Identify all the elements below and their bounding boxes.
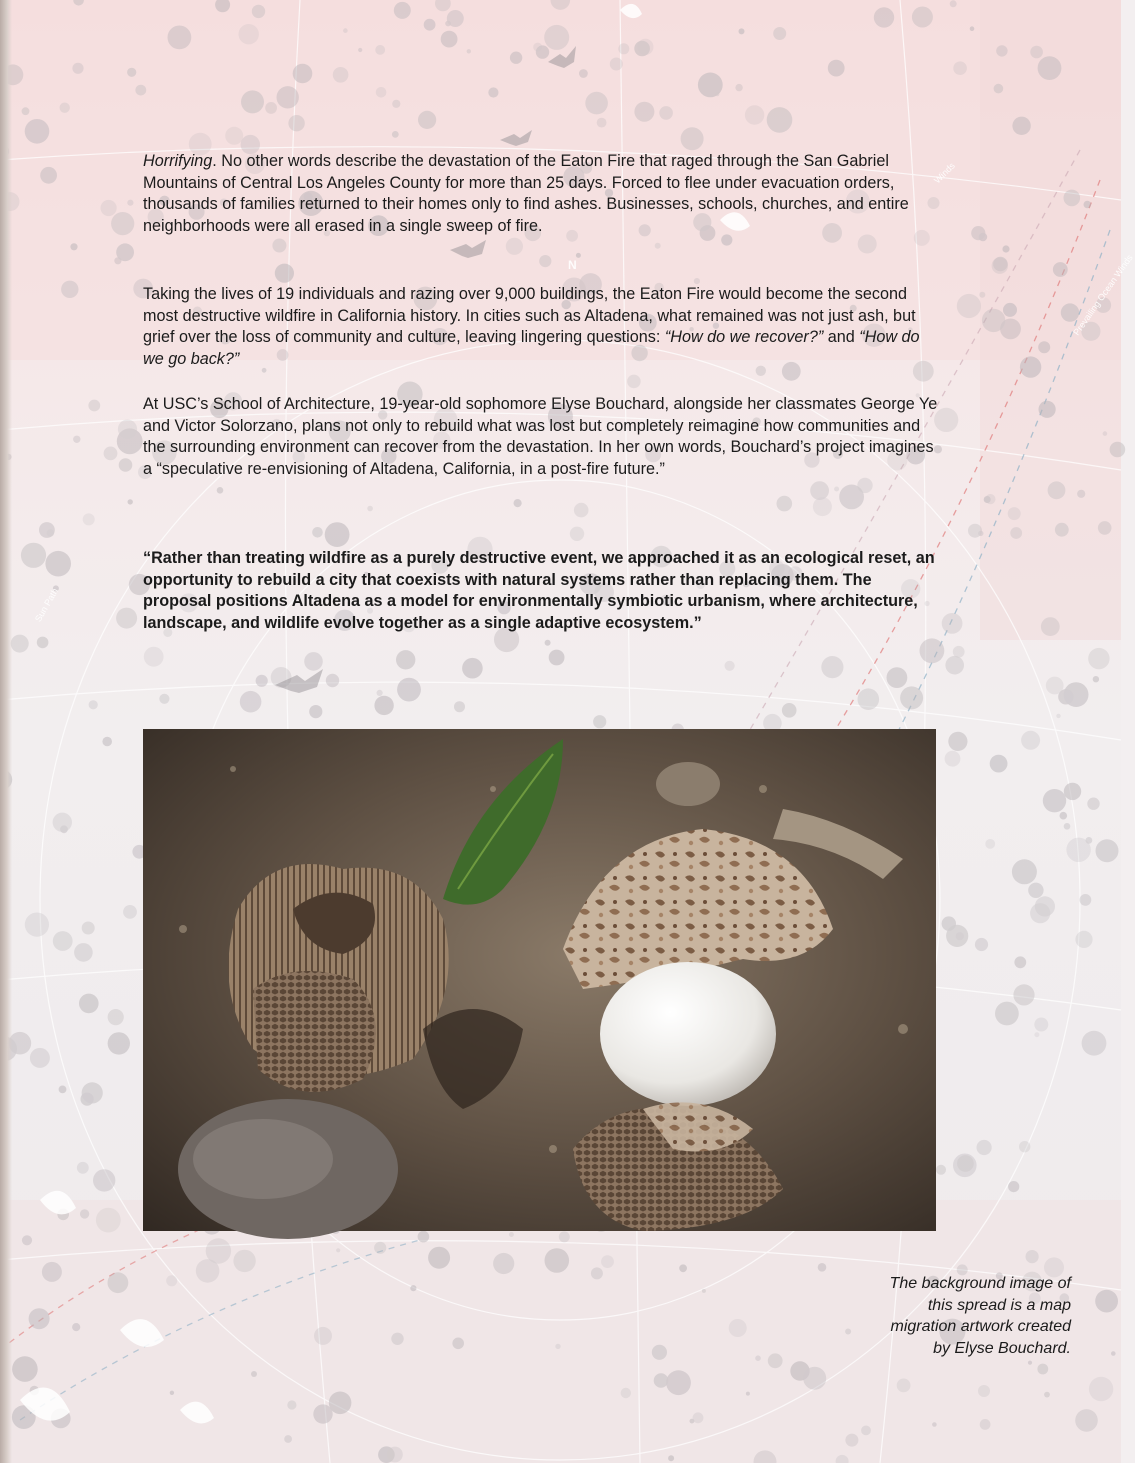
background-dot: [654, 1373, 669, 1388]
lead-word: Horrifying: [143, 152, 213, 170]
background-dot: [376, 87, 387, 98]
background-dot: [1048, 481, 1066, 499]
background-dot: [1064, 823, 1071, 830]
background-dot: [377, 690, 383, 696]
background-dot: [957, 1155, 974, 1172]
background-dot: [1035, 896, 1055, 916]
background-dot: [410, 1285, 416, 1291]
background-dot: [887, 667, 908, 688]
background-dot: [1075, 931, 1092, 948]
background-caption: The background image of this spread is a map migration artwork created by Elyse Bouchard.: [889, 1275, 1071, 1357]
background-dot: [22, 1235, 32, 1245]
map-label-north: N: [568, 258, 577, 272]
background-dot: [53, 931, 73, 951]
background-dot: [1080, 894, 1092, 906]
background-dot: [514, 499, 522, 507]
background-dot: [948, 732, 967, 751]
background-dot: [1021, 731, 1040, 750]
background-dot: [1041, 617, 1060, 636]
background-dot: [397, 678, 421, 702]
background-dot: [159, 694, 169, 704]
background-dot: [1038, 56, 1062, 80]
background-dot: [81, 1093, 94, 1106]
background-dot: [777, 496, 793, 512]
background-dot: [634, 41, 650, 57]
background-dot: [767, 107, 793, 133]
background-dot: [329, 1392, 352, 1415]
background-dot: [170, 1391, 174, 1395]
background-dot: [659, 106, 673, 120]
background-dot: [206, 1238, 231, 1263]
background-dot: [655, 243, 661, 249]
background-dot: [1008, 1181, 1019, 1192]
background-dot: [29, 1308, 50, 1329]
background-dot: [900, 686, 923, 709]
background-dot: [1003, 303, 1017, 317]
background-dot: [995, 1002, 1019, 1026]
background-dot: [1038, 341, 1050, 353]
background-dot: [1010, 527, 1022, 539]
background-dot: [313, 1404, 332, 1423]
background-dot: [1061, 303, 1079, 321]
background-dot: [945, 656, 964, 675]
background-dot: [821, 656, 843, 678]
background-dot: [493, 1253, 514, 1274]
background-dot: [1098, 521, 1112, 535]
background-dot: [1019, 1141, 1030, 1152]
paragraph-1-text: . No other words describe the devastation of the Eaton Fire that raged through the San Gabriel Mountains of Central Los Angeles County for more than 25 days. Forced to flee under evacuation orders, thousands of families returned to their homes only to find ashes. Businesses, schools, churches, and entire neighborhoods were all erased in a single sweep of fire.: [143, 152, 909, 235]
background-dot: [1034, 1032, 1039, 1037]
background-dot: [265, 102, 277, 114]
background-dot: [45, 551, 71, 577]
background-dot: [168, 26, 192, 50]
background-dot: [82, 922, 95, 935]
background-dot: [984, 496, 991, 503]
background-dot: [233, 1250, 255, 1272]
map-label-prevailing-winds: Prevailing Ocean Winds: [1071, 252, 1135, 338]
background-dot: [37, 637, 49, 649]
background-dot: [1026, 1250, 1039, 1263]
background-dot: [585, 92, 608, 115]
background-dot: [104, 447, 118, 461]
background-dot: [559, 1231, 570, 1242]
background-dot: [979, 292, 985, 298]
background-dot: [73, 436, 80, 443]
background-dot: [127, 200, 133, 206]
background-dot: [1028, 1361, 1032, 1365]
background-dot: [108, 1272, 129, 1293]
background-dot: [979, 233, 988, 242]
background-dot: [1084, 201, 1092, 209]
background-dot: [454, 701, 465, 712]
background-dot: [698, 73, 723, 98]
background-dot: [239, 24, 259, 44]
background-dot: [755, 1355, 761, 1361]
background-dot: [251, 1371, 257, 1377]
background-dot: [549, 650, 565, 666]
conjunction-and: and: [823, 328, 860, 346]
background-dot: [977, 1140, 992, 1155]
background-dot: [652, 1345, 667, 1360]
background-dot: [392, 100, 400, 108]
background-dot: [293, 64, 313, 84]
background-dot: [392, 131, 399, 138]
background-dot: [858, 235, 877, 254]
background-dot: [942, 916, 956, 930]
background-dot: [40, 167, 57, 184]
background-dot: [312, 527, 323, 538]
background-dot: [93, 1169, 115, 1191]
background-dot: [1028, 883, 1043, 898]
background-dot: [932, 1422, 937, 1427]
background-dot: [61, 281, 78, 298]
background-dot: [1082, 1031, 1107, 1056]
background-dot: [618, 43, 629, 54]
background-dot: [1103, 431, 1108, 436]
background-dot: [326, 674, 339, 687]
background-dot: [1093, 676, 1099, 682]
background-dot: [533, 43, 542, 52]
background-dot: [25, 119, 50, 144]
background-dot: [813, 497, 832, 516]
background-dot: [358, 48, 362, 52]
background-dot: [945, 751, 961, 767]
background-dot: [119, 458, 133, 472]
background-dot: [21, 543, 46, 568]
background-dot: [275, 264, 294, 283]
background-dot: [957, 294, 981, 318]
background-dot: [12, 1356, 38, 1382]
background-dot: [88, 400, 100, 412]
background-dot: [953, 61, 967, 75]
question-go-back: “How do we go back?”: [143, 328, 920, 368]
background-dot: [1013, 984, 1034, 1005]
background-dot: [30, 1048, 50, 1068]
background-dot: [77, 1162, 89, 1174]
background-dot: [936, 1165, 946, 1175]
background-dot: [375, 45, 385, 55]
background-dot: [970, 26, 975, 31]
background-dot: [59, 103, 69, 113]
background-dot: [574, 503, 589, 518]
background-dot: [128, 499, 133, 504]
background-dot: [1044, 1392, 1050, 1398]
background-dot: [978, 1385, 990, 1397]
background-dot: [488, 87, 498, 97]
background-dot: [102, 737, 112, 747]
background-dot: [545, 1248, 570, 1273]
background-dot: [394, 2, 411, 19]
background-dot: [570, 527, 584, 541]
background-dot: [367, 506, 373, 512]
background-dot: [1095, 1290, 1118, 1313]
background-dot: [681, 127, 704, 150]
background-dot: [782, 703, 797, 718]
background-dot: [72, 63, 83, 74]
background-dot: [1060, 812, 1068, 820]
background-dot: [127, 68, 136, 77]
background-dot: [968, 524, 982, 538]
background-dot: [579, 69, 588, 78]
background-dot: [544, 25, 569, 50]
background-dot: [343, 28, 348, 33]
background-dot: [693, 1412, 704, 1423]
background-dot: [89, 700, 98, 709]
background-dot: [1055, 523, 1069, 537]
background-dot: [818, 1263, 827, 1272]
background-dot: [735, 84, 742, 91]
background-dot: [277, 86, 299, 108]
background-dot: [144, 647, 164, 667]
background-dot: [874, 7, 894, 27]
background-dot: [729, 1319, 747, 1337]
background-dot: [70, 243, 77, 250]
background-dot: [1096, 839, 1119, 862]
background-dot: [858, 688, 880, 710]
body-paragraph-2: [143, 284, 943, 370]
background-dot: [1014, 956, 1026, 968]
background-dot: [166, 1275, 177, 1286]
background-dot: [1039, 401, 1056, 418]
background-dot: [288, 115, 304, 131]
background-dot: [1053, 262, 1068, 277]
background-dot: [79, 994, 99, 1014]
background-dot: [118, 420, 137, 439]
background-dot: [135, 85, 146, 96]
background-dot: [593, 715, 606, 728]
background-dot: [1088, 648, 1109, 669]
background-dot: [1000, 319, 1021, 340]
map-label-wind: Winds: [932, 160, 957, 186]
background-dot: [336, 1248, 340, 1252]
background-dot: [74, 943, 93, 962]
background-dot: [108, 1009, 124, 1025]
background-dot: [601, 1255, 614, 1268]
background-dot: [746, 1392, 750, 1396]
background-dot: [1075, 1409, 1098, 1432]
map-label-sun-path: Sun Path: [32, 586, 61, 624]
background-dot: [510, 52, 522, 64]
background-dot: [252, 5, 265, 18]
background-dot: [396, 650, 415, 669]
background-dot: [72, 1323, 80, 1331]
body-paragraph-1: [143, 151, 943, 237]
background-dot: [123, 905, 137, 919]
background-dot: [116, 608, 137, 629]
background-dot: [374, 1242, 386, 1254]
background-dot: [1110, 442, 1126, 458]
background-dot: [1086, 837, 1093, 844]
background-dot: [101, 200, 117, 216]
background-dot: [897, 1379, 911, 1393]
background-dot: [25, 913, 49, 937]
background-dot: [424, 19, 436, 31]
background-dot: [445, 21, 451, 27]
background-dot: [668, 1455, 674, 1461]
background-dot: [240, 691, 262, 713]
background-dot: [1012, 859, 1037, 884]
background-dot: [59, 1086, 67, 1094]
background-dot: [96, 1208, 121, 1233]
background-dot: [378, 1446, 395, 1463]
background-dot: [980, 1419, 991, 1430]
background-dot: [325, 522, 350, 547]
background-dot: [287, 1400, 296, 1409]
background-dot: [985, 839, 995, 849]
background-dot: [314, 1327, 332, 1345]
question-recover: “How do we recover?”: [664, 328, 824, 346]
background-dot: [42, 1262, 62, 1282]
background-dot: [975, 938, 988, 951]
background-dot: [506, 238, 523, 255]
background-dot: [810, 481, 829, 500]
background-dot: [391, 1333, 403, 1345]
background-dot: [428, 1247, 450, 1269]
background-dot: [621, 1388, 631, 1398]
background-dot: [22, 107, 30, 115]
background-dot: [441, 31, 458, 48]
background-dot: [920, 638, 945, 663]
background-dot: [333, 67, 349, 83]
background-dot: [11, 635, 29, 653]
background-dot: [942, 613, 963, 634]
background-dot: [1002, 245, 1009, 252]
background-dot: [83, 513, 95, 525]
background-dot: [241, 90, 264, 113]
background-dot: [597, 118, 607, 128]
background-dot: [1058, 689, 1073, 704]
background-dot: [627, 375, 641, 389]
background-dot: [666, 1370, 691, 1395]
background-dot: [462, 658, 483, 679]
background-dot: [111, 212, 134, 235]
background-dot: [1064, 783, 1081, 800]
background-dot: [47, 529, 55, 537]
background-dot: [845, 1329, 851, 1335]
background-dot: [739, 28, 745, 34]
background-dot: [634, 102, 654, 122]
background-dot: [467, 49, 471, 53]
background-dot: [610, 58, 623, 71]
background-dot: [803, 1367, 826, 1390]
background-dot: [304, 652, 323, 671]
background-dot: [834, 487, 839, 492]
background-dot: [256, 675, 268, 687]
background-dot: [857, 478, 872, 493]
background-dot: [53, 813, 72, 832]
background-dot: [1043, 789, 1066, 812]
background-dot: [1008, 507, 1021, 520]
background-dot: [845, 1434, 858, 1447]
background-dot: [225, 127, 243, 145]
background-dot: [1030, 46, 1043, 59]
background-dot: [217, 487, 224, 494]
background-dot: [591, 1267, 603, 1279]
background-dot: [1037, 1364, 1048, 1375]
background-dot: [768, 1353, 783, 1368]
background-dot: [1111, 1351, 1116, 1356]
background-dot: [284, 1435, 292, 1443]
background-dot: [773, 27, 786, 40]
background-dot: [309, 705, 322, 718]
background-dot: [1087, 798, 1099, 810]
background-dot: [828, 60, 845, 77]
background-dot: [114, 257, 121, 264]
background-dot: [725, 661, 735, 671]
background-dot: [679, 1264, 687, 1272]
background-dot: [1020, 356, 1041, 377]
background-dot: [108, 1032, 130, 1054]
background-dot: [545, 640, 551, 646]
pull-quote: “Rather than treating wildfire as a purely destructive event, we approached it as an ecological reset, an opportunity to rebuild a city that coexists with natural systems rather than replacing them. The proposal positions Altadena as a model for environmentally symbiotic urbanism, where architecture, landscape, and wildlife evolve together as a single adaptive ecosystem.”: [143, 549, 935, 632]
background-dot: [509, 1232, 514, 1237]
background-dot: [912, 7, 933, 28]
background-dot: [950, 0, 957, 7]
paragraph-2-text: Taking the lives of 19 individuals and razing over 9,000 buildings, the Eaton Fire would become the second most destructive wildfire in California history. In cities such as Altadena, what remained was not just ash, but grief over the loss of community and culture, leaving lingering questions:: [143, 285, 916, 346]
background-dot: [1034, 1018, 1048, 1032]
background-dot: [861, 1426, 871, 1436]
background-dot: [539, 255, 551, 267]
page-edge-strip: [0, 0, 12, 1463]
background-dot: [418, 1231, 430, 1243]
project-model-photo: [143, 729, 936, 1231]
background-dot: [80, 1209, 89, 1218]
background-dot: [418, 111, 436, 129]
background-dot: [1056, 714, 1060, 718]
background-dot: [745, 105, 764, 124]
background-dot: [1012, 117, 1030, 135]
body-paragraph-3: At USC’s School of Architecture, 19-year-old sophomore Elyse Bouchard, alongside her classmates George Ye and Victor Solorzano, plans not only to rebuild what was lost but completely reimagine how communities and the surrounding environment can recover from the devastation. In her own words, Bouchard’s project imagines a “speculative re-envisioning of Altadena, California, in a post-fire future.”: [143, 395, 938, 478]
background-dot: [996, 45, 1007, 56]
background-dot: [555, 1344, 560, 1349]
background-dot: [702, 1289, 706, 1293]
background-dot: [1064, 190, 1081, 207]
background-dot: [1077, 490, 1085, 498]
background-dot: [994, 84, 1004, 94]
background-dot: [1089, 1377, 1113, 1401]
background-dot: [272, 239, 286, 253]
background-dot: [374, 696, 393, 715]
background-dot: [990, 755, 1008, 773]
background-dot: [993, 257, 1008, 272]
background-dot: [452, 1338, 464, 1350]
